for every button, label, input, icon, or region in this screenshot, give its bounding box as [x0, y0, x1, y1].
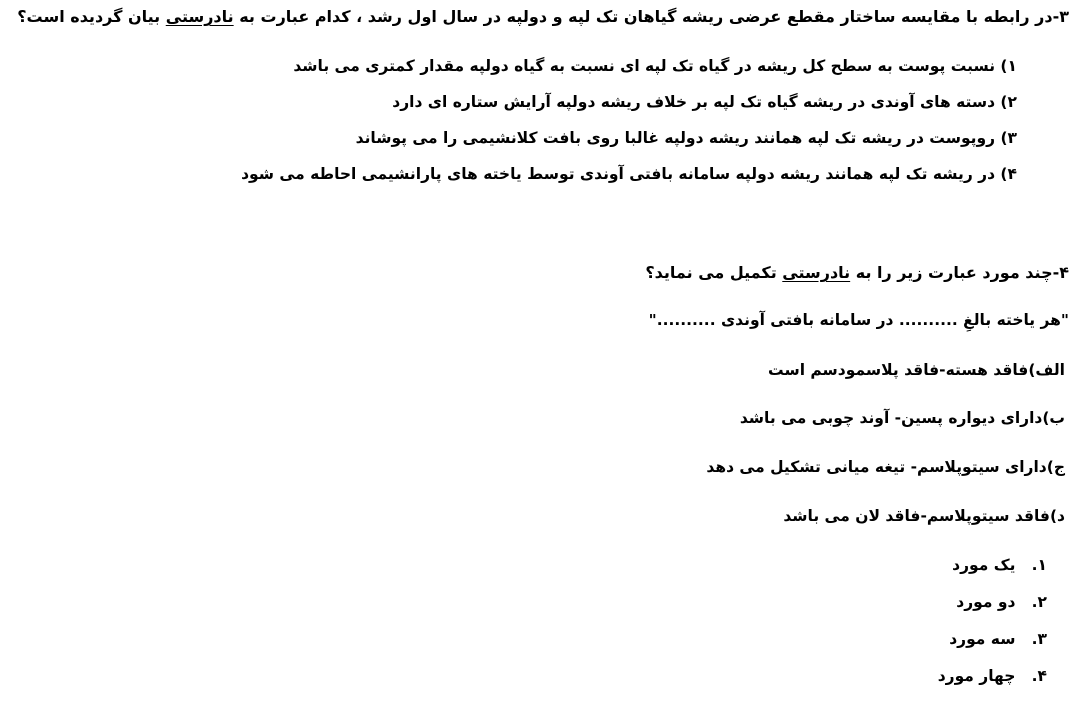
choice-number: ۱.: [1031, 556, 1047, 574]
question-3-option-3: ۳) روپوست در ریشه تک لپه همانند ریشه دولپه غالبا روی بافت کلانشیمی را می پوشاند: [355, 129, 1017, 147]
question-4-choice-1: [952, 558, 1047, 574]
question-4-stem-part-a: ۴-چند مورد عبارت زیر را به: [850, 263, 1069, 282]
question-4-statement-be: ب)دارای دیواره پسین- آوند چوبی می باشد: [739, 409, 1065, 427]
question-4-quote: "هر یاخته بالغِ .......... در سامانه بافتی آوندی ..........": [648, 311, 1069, 329]
question-4-choice-2: [956, 595, 1047, 611]
question-4-choice-3: [949, 632, 1047, 648]
question-3-option-2: ۲) دسته های آوندی در ریشه گیاه تک لپه بر خلاف ریشه دولپه آرایش ستاره ای دارد: [392, 93, 1017, 111]
choice-text: دو مورد: [956, 593, 1016, 611]
question-4-statement-alef: الف)فاقد هسته-فاقد پلاسمودسم است: [768, 361, 1065, 379]
question-4-statement-dal: د)فاقد سیتوپلاسم-فاقد لان می باشد: [783, 507, 1065, 525]
question-3-option-1: ۱) نسبت پوست به سطح کل ریشه در گیاه تک لپه ای نسبت به گیاه دولپه مقدار کمتری می باشد: [293, 57, 1017, 75]
choice-number: ۳.: [1031, 630, 1047, 648]
choice-number: ۲.: [1031, 593, 1047, 611]
choice-text: چهار مورد: [937, 667, 1016, 685]
question-3-stem-underlined: نادرستی: [165, 7, 234, 26]
question-4-stem-underlined: نادرستی: [782, 263, 851, 282]
question-3-stem-part-b: بیان گردیده است؟: [17, 7, 166, 26]
question-4-stem-part-b: تکمیل می نماید؟: [645, 263, 783, 282]
choice-text: یک مورد: [952, 556, 1016, 574]
question-3-stem: [17, 9, 1069, 25]
choice-text: سه مورد: [949, 630, 1016, 648]
question-3-option-4: ۴) در ریشه تک لپه همانند ریشه دولپه سامانه بافتی آوندی توسط یاخته های پارانشیمی احاطه می شود: [241, 165, 1017, 183]
question-4-stem: [645, 265, 1069, 281]
question-4-choice-4: [938, 669, 1047, 685]
question-3-stem-part-a: ۳-در رابطه با مقایسه ساختار مقطع عرضی ریشه گیاهان تک لپه و دولپه در سال اول رشد ، کدام عبارت به: [233, 7, 1069, 26]
question-4-statement-jim: ج)دارای سیتوپلاسم- تیغه میانی تشکیل می دهد: [706, 458, 1065, 476]
choice-number: ۴.: [1031, 667, 1047, 685]
